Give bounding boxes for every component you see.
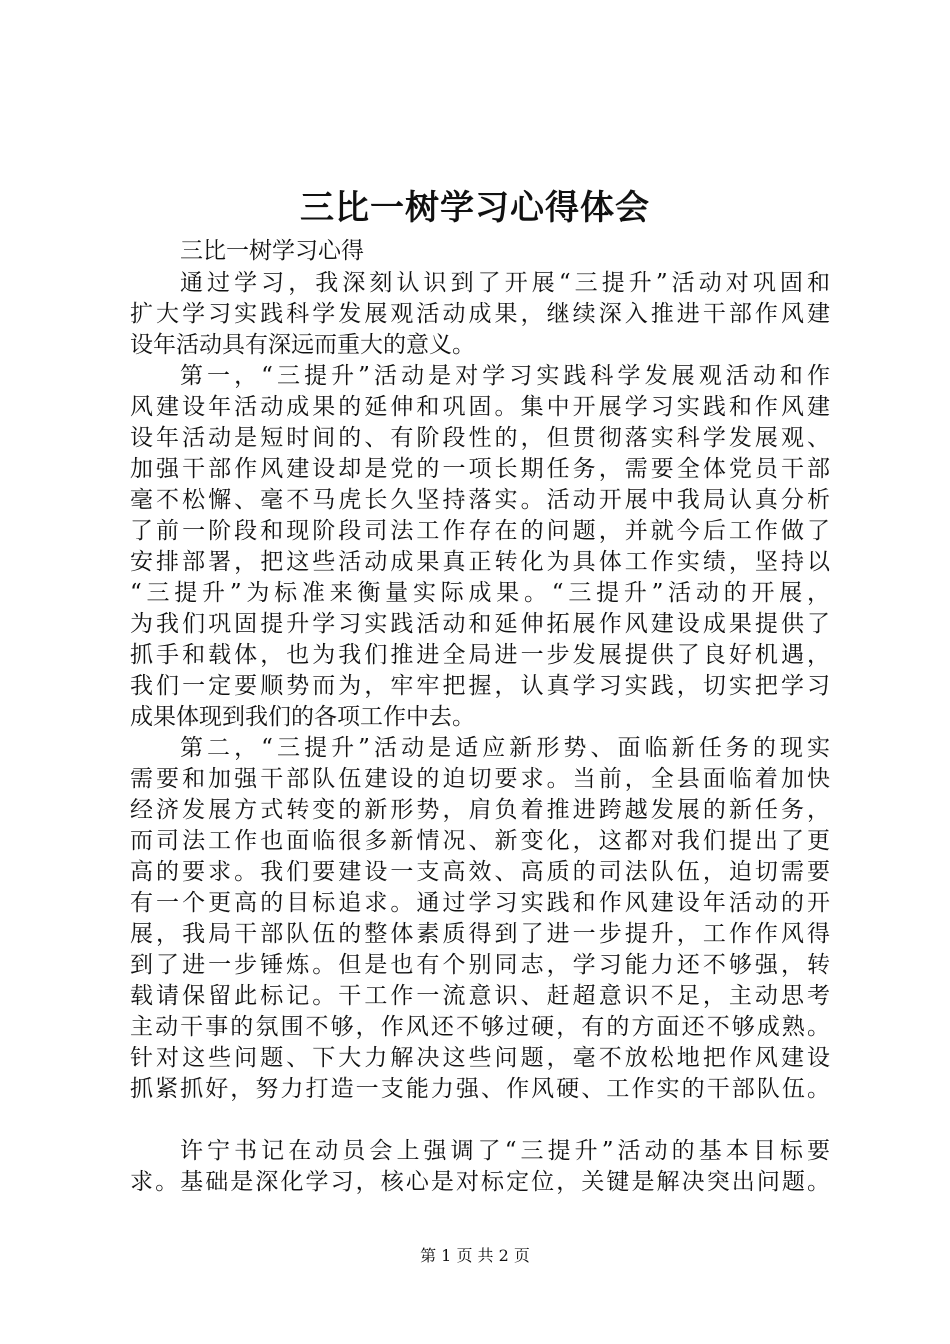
text-line: 到了进一步锤炼。但是也有个别同志，学习能力还不够强，转 [130,952,830,978]
text-line: 经济发展方式转变的新形势，肩负着推进跨越发展的新任务， [130,797,830,823]
text-line: “三提升”为标准来衡量实际成果。“三提升”活动的开展， [130,580,830,606]
text-line: 第二，“三提升”活动是适应新形势、面临新任务的现实 [180,735,830,761]
text-line: 载请保留此标记。干工作一流意识、赶超意识不足，主动思考 [130,983,830,1009]
text-line: 而司法工作也面临很多新情况、新变化，这都对我们提出了更 [130,828,830,854]
text-line: 展，我局干部队伍的整体素质得到了进一步提升，工作作风得 [130,921,830,947]
text-line: 抓紧抓好，努力打造一支能力强、作风硬、工作实的干部队伍。 [130,1076,830,1102]
text-line: 设年活动是短时间的、有阶段性的，但贯彻落实科学发展观、 [130,425,830,451]
text-line: 需要和加强干部队伍建设的迫切要求。当前，全县面临着加快 [130,766,830,792]
text-line: 求。基础是深化学习，核心是对标定位，关键是解决突出问题。 [130,1169,830,1195]
text-line: 毫不松懈、毫不马虎长久坚持落实。活动开展中我局认真分析 [130,487,830,513]
text-line: 风建设年活动成果的延伸和巩固。集中开展学习实践和作风建 [130,394,830,420]
text-line: 第一，“三提升”活动是对学习实践科学发展观活动和作 [180,363,830,389]
text-line: 加强干部作风建设却是党的一项长期任务，需要全体党员干部 [130,456,830,482]
text-line: 许宁书记在动员会上强调了“三提升”活动的基本目标要 [180,1138,830,1164]
text-line: 为我们巩固提升学习实践活动和延伸拓展作风建设成果提供了 [130,611,830,637]
text-line: 成果体现到我们的各项工作中去。 [130,704,475,730]
text-line: 通过学习，我深刻认识到了开展“三提升”活动对巩固和 [180,270,830,296]
document-title: 三比一树学习心得体会 [300,188,650,228]
text-line: 安排部署，把这些活动成果真正转化为具体工作实绩，坚持以 [130,549,830,575]
text-line: 高的要求。我们要建设一支高效、高质的司法队伍，迫切需要 [130,859,830,885]
text-line: 我们一定要顺势而为，牢牢把握，认真学习实践，切实把学习 [130,673,830,699]
document-subtitle: 三比一树学习心得 [180,238,364,264]
text-line: 了前一阶段和现阶段司法工作存在的问题，并就今后工作做了 [130,518,830,544]
text-line: 针对这些问题、下大力解决这些问题，毫不放松地把作风建设 [130,1045,830,1071]
text-line: 扩大学习实践科学发展观活动成果，继续深入推进干部作风建 [130,301,830,327]
text-line: 主动干事的氛围不够，作风还不够过硬，有的方面还不够成熟。 [130,1014,830,1040]
text-line: 设年活动具有深远而重大的意义。 [130,332,475,358]
page-number-footer: 第 1 页 共 2 页 [420,1246,530,1265]
text-line: 抓手和载体，也为我们推进全局进一步发展提供了良好机遇， [130,642,830,668]
text-line: 有一个更高的目标追求。通过学习实践和作风建设年活动的开 [130,890,830,916]
